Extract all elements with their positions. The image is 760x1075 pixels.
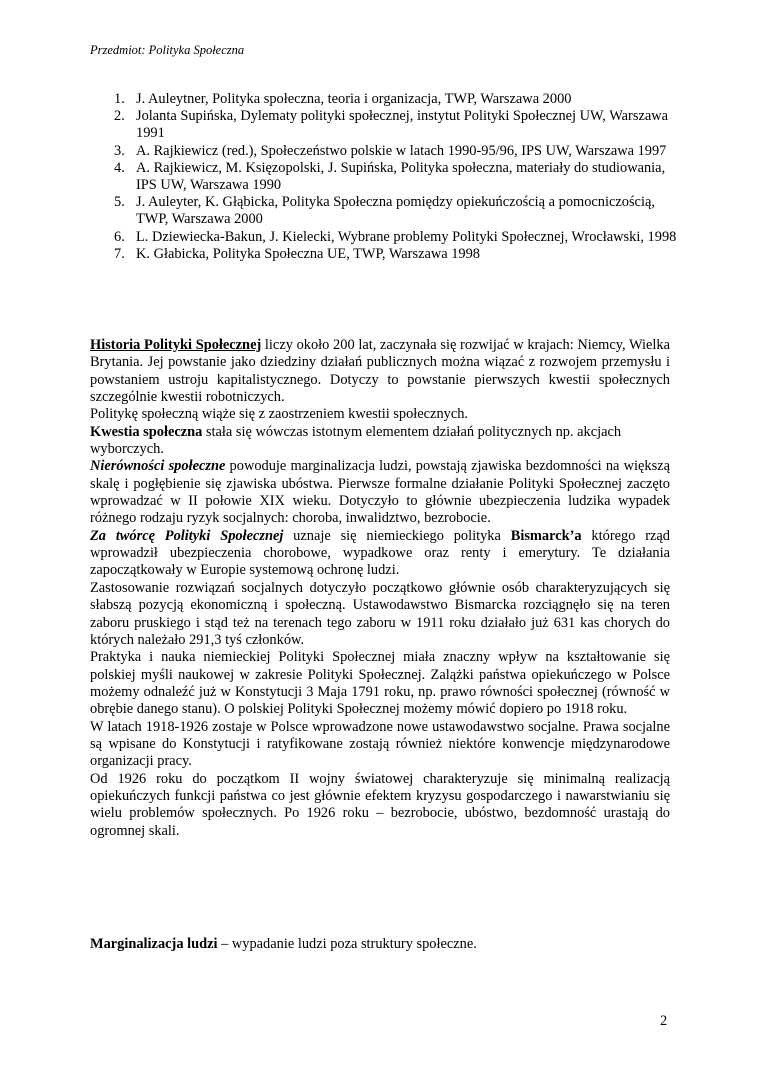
paragraph-text: Od 1926 roku do początkom II wojny światowej charakteryzuje się minimalną realizacją opiekuńczych funkcji państwa co jest głównie efektem kryzysu gospodarczego i nawarstwianiu się wielu problemów społecznych. Po 1926 roku – bezrobocie, ubóstwo, bezdomność urastają do ogromnej skali. [90,770,670,839]
paragraph-policy [90,406,670,423]
term-history: Historia Polityki Społecznej [90,337,262,353]
bibliography-item [90,229,680,246]
paragraph-text: powoduje marginalizacja ludzi, powstają zjawiska bezdomności na większą skalę i pogłębienie się zjawiska ubóstwa. Pierwsze formalne działanie Polityki Społecznej zaczęto wprowadzać w II połowie XIX wieku. Dotyczyło to głównie ubezpieczenia ludzika wypadek różnego rodzaju ryzyk socjalnych: choroba, inwalidztwo, bezrobocie. [90,458,671,527]
term-bismarck: Bismarck’a [510,527,582,544]
term-social-question: Kwestia społeczna [90,423,203,440]
paragraph-application [90,580,670,649]
item-number: 7. [114,245,125,262]
page-header: Przedmiot: Polityka Społeczna [90,43,245,57]
paragraph-text: uznaje się niemieckiego polityka [283,527,511,544]
main-text [90,337,670,840]
definition-text: – wypadanie ludzi poza struktury społeczne. [217,936,477,952]
definition-marginalization [90,936,670,953]
paragraph-history [90,337,670,406]
paragraph-1918 [90,719,670,771]
paragraph-text: W latach 1918-1926 zostaje w Polsce wprowadzone nowe ustawodawstwo socjalne. Prawa socjalne są wpisane do Konstytucji i ratyfikowane zostają również niektóre konwencje międzynarodowe organizacji pracy. [90,718,670,770]
bibliography-item [90,160,680,194]
term-founder: Za twórcę Polityki Społecznej [90,527,284,544]
bibliography-list [90,91,680,263]
paragraph-practice [90,649,670,718]
item-text: Jolanta Supińska, Dylematy polityki społecznej, instytut Polityki Społecznej UW, Warszawa 1991 [136,108,669,142]
bibliography-item [90,108,680,142]
paragraph-text: stała się wówczas istotnym elementem działań politycznych np. akcjach wyborczych. [90,423,622,458]
term-inequality: Nierówności społeczne [90,458,226,475]
paragraph-founder [90,528,670,580]
paragraph-text: Zastosowanie rozwiązań socjalnych dotyczyło początkowo głównie osób charakteryzujących się słabszą pozycją ekonomiczną i społeczną. Ustawodawstwo Bismarcka rozciągnęło się na teren zaboru pruskiego i stąd też na terenach tego zaboru w 1911 roku działało już 631 kas chorych do których należało 291,3 tyś członków. [90,579,670,648]
item-number: 4. [114,159,125,176]
item-number: 1. [114,91,125,107]
item-number: 5. [114,194,125,211]
paragraph-social-question [90,424,670,459]
page-number: 2 [660,1013,668,1029]
term-marginalization: Marginalizacja ludzi [90,936,218,952]
item-text: J. Auleyter, K. Głąbicka, Polityka Społeczna pomiędzy opiekuńczością a pomocniczością, TWP, Warszawa 2000 [136,194,655,228]
item-text: A. Rajkiewicz, M. Księzopolski, J. Supińska, Polityka społeczna, materiały do studiowania, IPS UW, Warszawa 1990 [136,159,666,194]
bibliography-item [90,246,680,263]
paragraph-text: którego rząd wprowadził ubezpieczenia chorobowe, wypadkowe oraz renty i emerytury. Te działania zapoczątkowały w Europie systemową ochronę ludzi. [90,527,670,579]
item-number: 3. [114,142,125,159]
item-text: J. Auleytner, Polityka społeczna, teoria i organizacja, TWP, Warszawa 2000 [136,91,572,107]
paragraph-text: Politykę społeczną wiąże się z zaostrzeniem kwestii społecznych. [90,406,469,423]
bibliography-item [90,194,680,228]
paragraph-text: liczy około 200 lat, zaczynała się rozwijać w krajach: Niemcy, Wielka Brytania. Jej powstanie jako dziedziny działań publicznych można wiązać z rozwojem przemysłu i powstaniem ustroju kapitalistycznego. Dotyczy to powstanie pierwszych kwestii społecznych szczególnie kwestii robotniczych. [90,337,670,406]
item-number: 2. [114,108,125,125]
bibliography-item [90,143,680,160]
item-number: 6. [114,228,125,245]
bibliography-item [90,91,680,108]
paragraph-1926 [90,771,670,840]
item-text: L. Dziewiecka-Bakun, J. Kielecki, Wybrane problemy Polityki Społecznej, Wrocławski, 1998 [136,228,677,245]
paragraph-text: Praktyka i nauka niemieckiej Polityki Społecznej miała znaczny wpływ na kształtowanie się polskiej myśli naukowej w zakresie Polityki Społecznej. Zalążki państwa opiekuńczego w Polsce możemy odnaleźć już w Konstytucji 3 Maja 1791 roku, np. prawo równości społecznej (równość w obrębie danego stanu). O polskiej Polityki Społecznej możemy mówić dopiero po 1918 roku. [90,649,670,718]
paragraph-inequality [90,458,670,527]
item-text: A. Rajkiewicz (red.), Społeczeństwo polskie w latach 1990-95/96, IPS UW, Warszawa 1997 [136,142,667,159]
item-text: K. Głabicka, Polityka Społeczna UE, TWP, Warszawa 1998 [136,245,481,262]
